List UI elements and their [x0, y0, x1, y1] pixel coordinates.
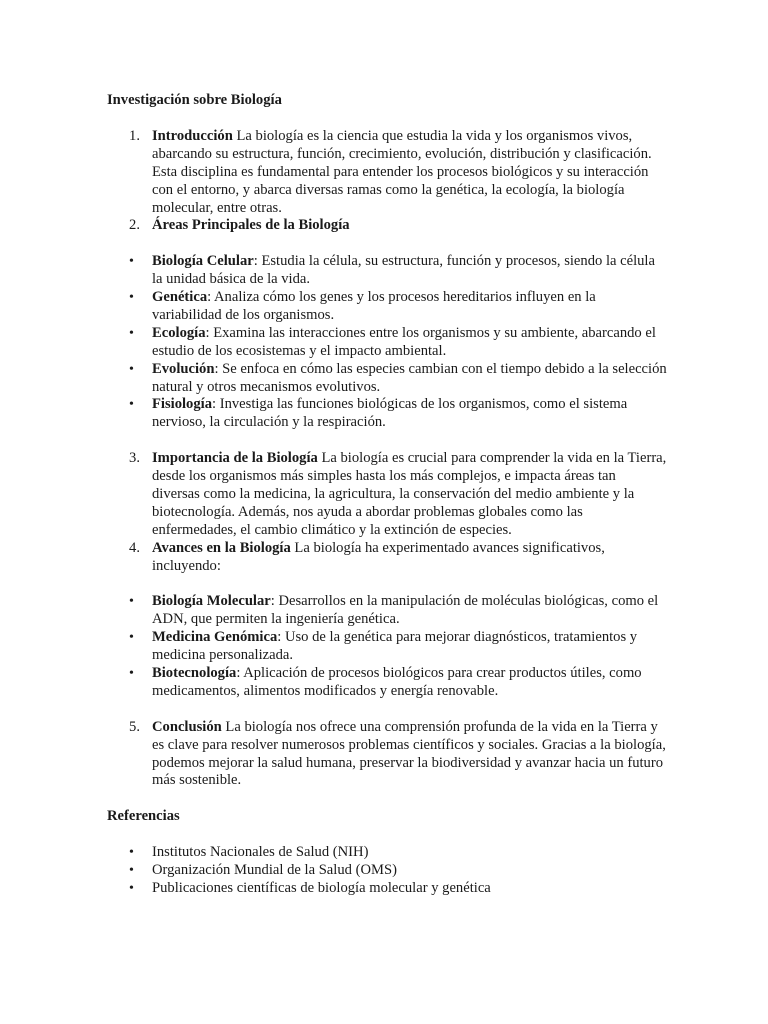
section-text: La biología nos ofrece una comprensión profunda de la vida en la Tierra y es clave para resolver numerosos problemas científicos y sociales. Gracias a la biología, podemos mejorar la salud humana, preservar la biodiversidad y avanzar hacia un futuro más sostenible. — [152, 718, 666, 789]
section-number: 1. — [129, 127, 140, 144]
section-number: 3. — [129, 450, 140, 467]
document-title: Investigación sobre Biología — [107, 92, 282, 108]
list-item-area — [107, 253, 667, 289]
reference-item — [107, 880, 667, 898]
list-item-term: Biología Molecular — [152, 593, 271, 610]
section-number: 4. — [129, 539, 140, 556]
bullet-icon: • — [129, 594, 134, 610]
list-item-text: : Estudia la célula, su estructura, función y procesos, siendo la célula la unidad básica de la vida. — [152, 253, 655, 288]
list-item-term: Biología Celular — [152, 253, 254, 270]
section-text: La biología es la ciencia que estudia la vida y los organismos vivos, abarcando su estructura, función, crecimiento, evolución, distribución y clasificación. Esta disciplina es fundamental para entender los procesos biológicos y su interacción con el entorno, y abarca diversas ramas como la genética, la ecología, la biología molecular, entre otras. — [152, 127, 652, 216]
list-item-area — [107, 361, 667, 397]
section-avances — [107, 540, 667, 576]
list-item-term: Evolución — [152, 360, 215, 377]
list-item-advance — [107, 629, 667, 665]
bullet-icon: • — [129, 290, 134, 306]
section-number: 5. — [129, 718, 140, 735]
section-heading: Introducción — [152, 127, 233, 144]
bullet-icon: • — [129, 630, 134, 646]
list-item-advance — [107, 665, 667, 701]
section-importancia — [107, 450, 667, 540]
list-item-text: : Examina las interacciones entre los organismos y su ambiente, abarcando el estudio de los ecosistemas y el impacto ambiental. — [152, 324, 656, 359]
reference-item — [107, 844, 667, 862]
list-item-text: : Analiza cómo los genes y los procesos hereditarios influyen en la variabilidad de los organismos. — [152, 289, 596, 323]
section-heading: Avances en la Biología — [152, 539, 291, 556]
bullet-icon: • — [129, 254, 134, 270]
list-item-term: Fisiología — [152, 396, 212, 413]
section-heading: Áreas Principales de la Biología — [152, 217, 350, 234]
reference-text: Organización Mundial de la Salud (OMS) — [152, 862, 397, 879]
list-item-text: : Investiga las funciones biológicas de los organismos, como el sistema nervioso, la circulación y la respiración. — [152, 396, 628, 431]
list-item-term: Ecología — [152, 324, 206, 341]
list-item-advance — [107, 593, 667, 629]
list-item-area — [107, 289, 667, 325]
bullet-icon: • — [129, 880, 134, 896]
section-heading: Conclusión — [152, 718, 222, 735]
bullet-icon: • — [129, 361, 134, 377]
bullet-icon: • — [129, 845, 134, 861]
section-heading: Importancia de la Biología — [152, 450, 318, 467]
reference-text: Publicaciones científicas de biología molecular y genética — [152, 879, 491, 896]
reference-text: Institutos Nacionales de Salud (NIH) — [152, 844, 369, 861]
list-item-term: Genética — [152, 289, 208, 306]
list-item-term: Biotecnología — [152, 665, 237, 682]
list-item-text: : Desarrollos en la manipulación de moléculas biológicas, como el ADN, que permiten la ingeniería genética. — [152, 593, 659, 628]
bullet-icon: • — [129, 666, 134, 682]
section-conclusion — [107, 719, 667, 791]
section-text: La biología ha experimentado avances significativos, incluyendo: — [152, 539, 605, 574]
list-item-term: Medicina Genómica — [152, 629, 278, 646]
bullet-icon: • — [129, 397, 134, 413]
document-page — [107, 92, 667, 898]
list-item-text: : Uso de la genética para mejorar diagnósticos, tratamientos y medicina personalizada. — [152, 629, 638, 664]
list-item-area — [107, 396, 667, 432]
section-areas-principales — [107, 217, 667, 235]
list-item-text: : Se enfoca en cómo las especies cambian con el tiempo debido a la selección natural y otros mecanismos evolutivos. — [152, 360, 667, 395]
section-introduccion — [107, 128, 667, 218]
section-text: La biología es crucial para comprender la vida en la Tierra, desde los organismos más simples hasta los más complejos, e impacta áreas tan diversas como la medicina, la agricultura, la conservación del medio ambiente y la biotecnología. Además, nos ayuda a abordar problemas globales como las enfermedades, el cambio climático y la extinción de especies. — [152, 450, 667, 538]
bullet-icon: • — [129, 863, 134, 879]
list-item-area — [107, 325, 667, 361]
bullet-icon: • — [129, 325, 134, 341]
references-heading: Referencias — [107, 808, 180, 825]
section-number: 2. — [129, 217, 140, 234]
reference-item — [107, 862, 667, 880]
list-item-text: : Aplicación de procesos biológicos para crear productos útiles, como medicamentos, alimentos modificados y energía renovable. — [152, 665, 642, 699]
